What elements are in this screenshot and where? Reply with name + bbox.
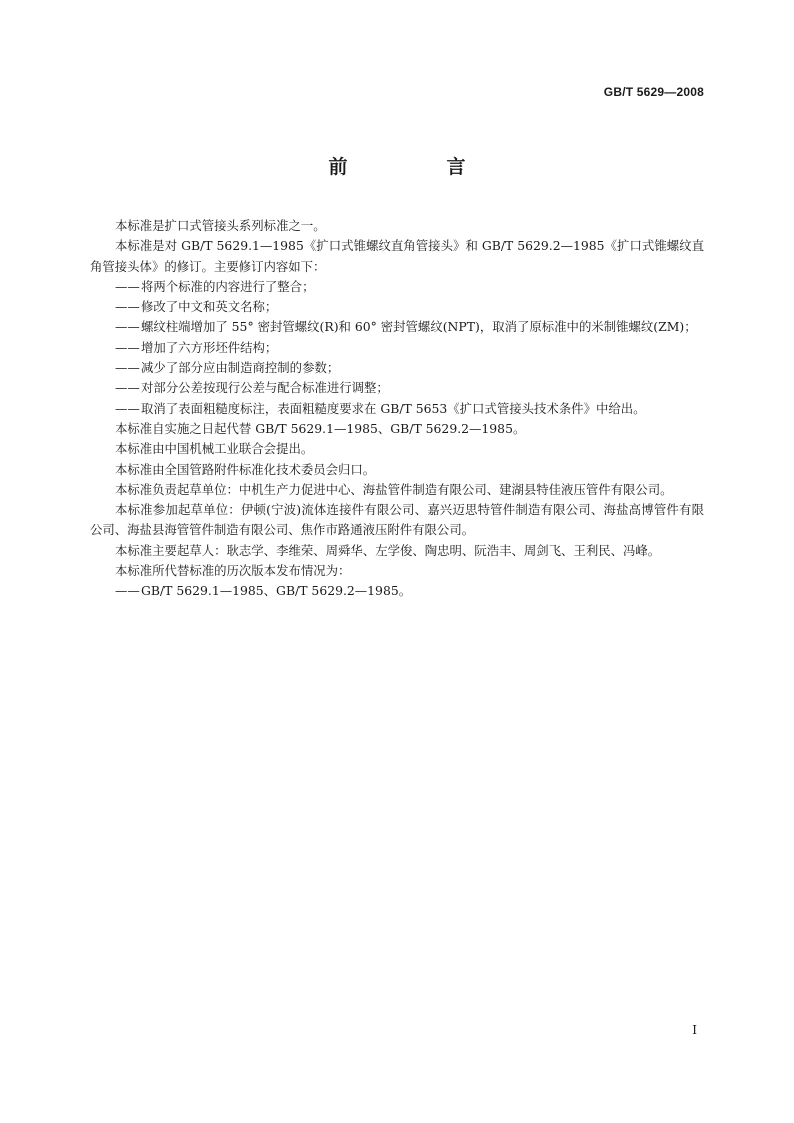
foreword-body xyxy=(90,216,704,602)
list-item xyxy=(90,338,704,358)
list-item xyxy=(90,399,704,419)
page-title: 前 言 xyxy=(328,156,506,178)
list-item-text: 对部分公差按现行公差与配合标准进行调整； xyxy=(141,380,389,396)
list-item-text: 减少了部分应由制造商控制的参数； xyxy=(141,360,340,376)
list-item xyxy=(90,277,704,297)
list-item-text: 增加了六方形坯件结构； xyxy=(141,339,278,355)
dash-mark: —— xyxy=(115,339,140,355)
list-item xyxy=(90,297,704,317)
paragraph: 本标准由中国机械工业联合会提出。 xyxy=(115,441,314,457)
paragraph: 本标准所代替标准的历次版本发布情况为： xyxy=(115,563,351,579)
paragraph: 本标准负责起草单位：中机生产力促进中心、海盐管件制造有限公司、建湖县特佳液压管件有限公司。 xyxy=(115,481,673,497)
paragraph: 本标准自实施之日起代替 GB/T 5629.1—1985、GB/T 5629.2—1985。 xyxy=(115,420,526,436)
list-item xyxy=(90,317,704,337)
list-item-text: GB/T 5629.1—1985、GB/T 5629.2—1985。 xyxy=(141,583,412,599)
paragraph: 本标准由全国管路附件标准化技术委员会归口。 xyxy=(115,461,376,477)
dash-mark: —— xyxy=(115,299,140,315)
list-item xyxy=(90,581,704,601)
dash-mark: —— xyxy=(115,360,140,376)
list-item xyxy=(90,358,704,378)
list-item-text: 修改了中文和英文名称； xyxy=(141,299,278,315)
page-number: I xyxy=(692,1023,697,1037)
paragraph: 本标准是对 GB/T 5629.1—1985《扩口式锥螺纹直角管接头》和 GB/T 5629.2—1985《扩口式锥螺纹直角管接头体》的修订。主要修订内容如下： xyxy=(90,238,704,274)
list-item-text: 螺纹柱端增加了 55° 密封管螺纹(R)和 60° 密封管螺纹(NPT)，取消了原标准中的米制锥螺纹(ZM)； xyxy=(141,319,697,335)
paragraph: 本标准是扩口式管接头系列标准之一。 xyxy=(115,218,326,233)
dash-mark: —— xyxy=(115,319,140,335)
list-item-text: 将两个标准的内容进行了整合； xyxy=(141,278,315,294)
dash-mark: —— xyxy=(115,278,140,294)
dash-mark: —— xyxy=(115,380,140,396)
dash-mark: —— xyxy=(115,583,140,599)
standard-code: GB/T 5629—2008 xyxy=(603,85,704,99)
paragraph: 本标准主要起草人：耿志学、李维荣、周舜华、左学俊、陶忠明、阮浩丰、周剑飞、王利民、冯峰。 xyxy=(115,542,661,558)
list-item-text: 取消了表面粗糙度标注，表面粗糙度要求在 GB/T 5653《扩口式管接头技术条件》中给出。 xyxy=(141,400,646,416)
list-item xyxy=(90,378,704,398)
dash-mark: —— xyxy=(115,400,140,416)
paragraph: 本标准参加起草单位：伊顿(宁波)流体连接件有限公司、嘉兴迈思特管件制造有限公司、海盐高博管件有限公司、海盐县海管管件制造有限公司、焦作市路通液压附件有限公司。 xyxy=(90,502,704,538)
